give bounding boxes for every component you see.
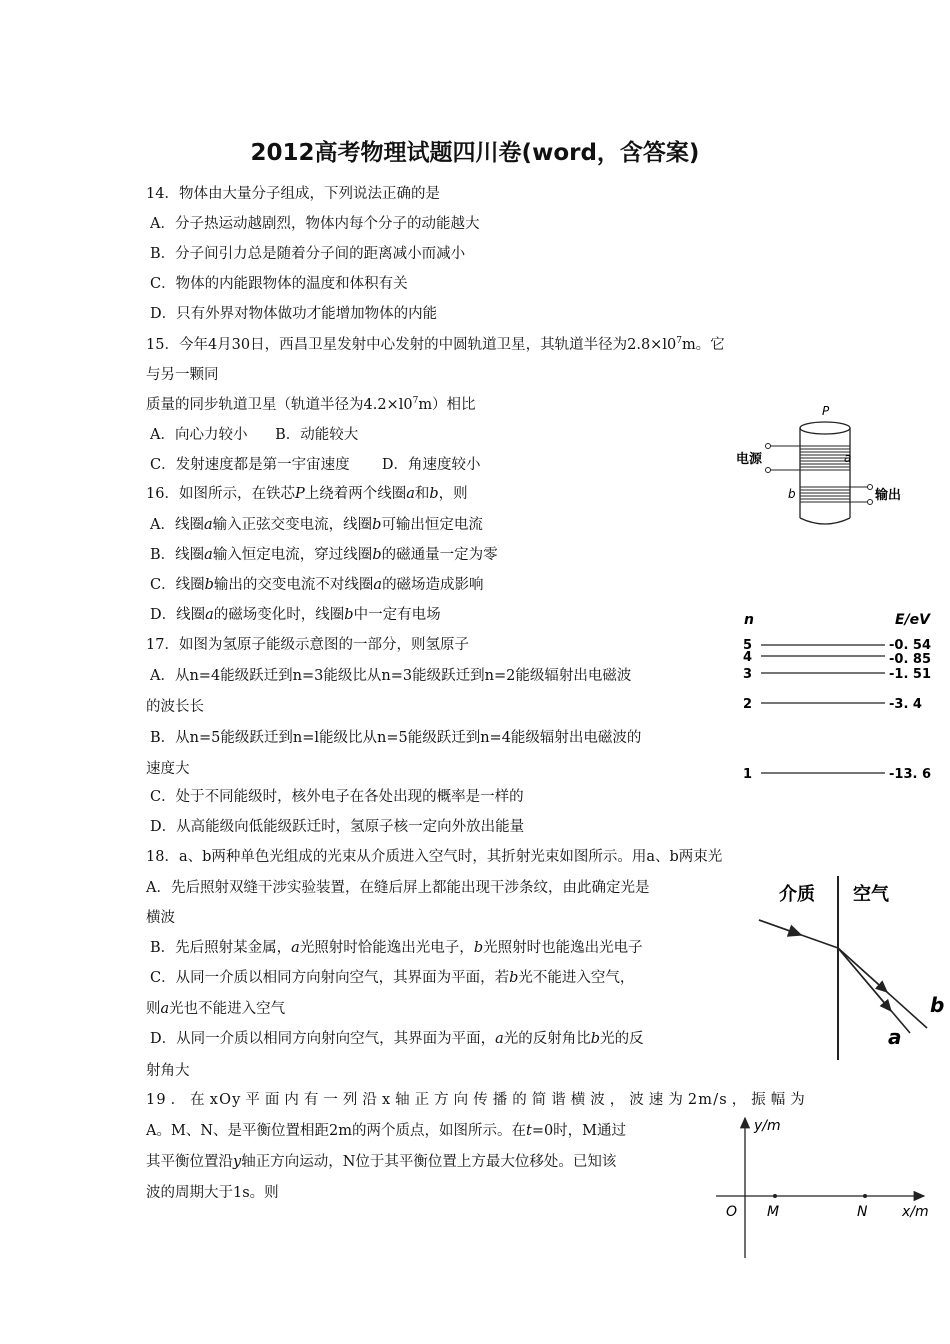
q16-stem-a: 16．如图所示，在铁芯	[146, 486, 295, 502]
q16-c1: C．线圈	[150, 577, 205, 593]
q18-d3: 光的反	[600, 1031, 644, 1047]
q15-options-cd: C．发射速度都是第一宇宙速度 D．角速度较小	[150, 457, 481, 473]
q17-option-c: C．处于不同能级时，核外电子在各处出现的概率是一样的	[150, 789, 524, 805]
q18-option-c-line1	[150, 969, 634, 987]
coil-a	[800, 446, 850, 470]
q14-option-d: D．只有外界对物体做功才能增加物体的内能	[150, 306, 438, 322]
q17-option-d: D．从高能级向低能级跃迁时，氢原子核一定向外放出能量	[150, 819, 525, 835]
q17-option-a-line1: A．从n=4能级跃迁到n=3能级比从n=3能级跃迁到n=2能级辐射出电磁波	[150, 668, 632, 684]
q16-b-var: b	[204, 577, 214, 593]
label-output: 输出	[875, 488, 902, 503]
q16-stem	[146, 485, 468, 503]
q18-c-line2-b: 光也不能进入空气	[169, 1001, 286, 1017]
q18-option-c-line2	[146, 1000, 285, 1018]
q16-c2: 输出的交变电流不对线圈	[213, 577, 374, 593]
label-source: 电源	[736, 452, 763, 467]
q16-a2: 输入正弦交变电流，线圈	[212, 517, 373, 533]
q16-b1: B．线圈	[150, 547, 205, 563]
q15-stem3-unit: m）相比	[418, 397, 476, 413]
label-a: a	[888, 1025, 902, 1049]
core-top	[800, 422, 850, 434]
q18-d1: D．从同一介质以相同方向射向空气，其界面为平面，	[150, 1031, 496, 1047]
point-m	[773, 1194, 777, 1198]
q18-option-d-line2: 射角大	[146, 1063, 190, 1079]
q17-option-a-line2: 的波长长	[146, 699, 204, 715]
q18-option-a-line2: 横波	[146, 910, 175, 926]
q16-stem-b: 上绕着两个线圈	[304, 486, 407, 502]
refraction-figure	[745, 870, 945, 1065]
energy-level-figure	[735, 604, 945, 789]
label-m: M	[767, 1204, 780, 1220]
q16-a1: A．线圈	[150, 517, 204, 533]
label-x-axis: x/m	[902, 1204, 929, 1220]
level-2-e: -3. 4	[889, 697, 922, 712]
terminal-source-1	[766, 444, 771, 449]
q18-option-a-line1: A．先后照射双缝干涉实验装置，在缝后屏上都能出现干涉条纹，由此确定光是	[146, 880, 650, 896]
terminal-source-2	[766, 468, 771, 473]
ray-b-arrow	[838, 948, 887, 992]
q16-option-b	[150, 546, 498, 564]
q15-exponent-2: 7	[412, 396, 419, 407]
page-title: 2012高考物理试题四川卷(word，含答案)	[250, 140, 700, 166]
q19-y: y	[233, 1154, 242, 1170]
q15-stem-line2: 与另一颗同	[146, 367, 219, 383]
q18-c-b: b	[509, 970, 519, 986]
q16-b-var: b	[344, 607, 354, 623]
q17-option-b-line1: B．从n=5能级跃迁到n=l能级比从n=5能级跃迁到n=4能级辐射出电磁波的	[150, 730, 642, 746]
level-3-e: -1. 51	[889, 667, 931, 682]
q19-line2-b: =0时，M通过	[531, 1123, 627, 1139]
q18-d-b: b	[590, 1031, 601, 1047]
q19-line3	[146, 1153, 616, 1171]
q18-d-a: a	[495, 1031, 504, 1047]
q16-b2: 输入恒定电流，穿过线圈	[212, 547, 373, 563]
q18-c-line2-a: 则	[146, 1001, 161, 1017]
q18-c-a: a	[160, 1001, 170, 1017]
label-y-axis: y/m	[754, 1118, 781, 1134]
level-1-n: 1	[743, 767, 753, 782]
level-5-n: 5	[743, 638, 753, 653]
coil-label-a: a	[844, 451, 852, 465]
ray-a-arrow	[838, 948, 891, 1011]
q19-line2	[146, 1122, 626, 1140]
label-energy: E/eV	[895, 612, 931, 628]
q18-b3: 光照射时也能逸出光电子	[483, 940, 643, 956]
q14-option-c: C．物体的内能跟物体的温度和体积有关	[150, 276, 408, 292]
q17-option-b-line2: 速度大	[146, 761, 190, 777]
coil-b	[800, 487, 850, 502]
q18-b-a: a	[291, 940, 300, 956]
q18-b1: B．先后照射某金属，	[150, 940, 292, 956]
q19-line3-b: 轴正方向运动，N位于其平衡位置上方最大位移处。已知该	[241, 1154, 617, 1170]
q18-b2: 光照射时恰能逸出光电子，	[299, 940, 474, 956]
label-origin: O	[726, 1204, 738, 1220]
level-2-n: 2	[743, 697, 753, 712]
q19-line2-a: A。M、N、是平衡位置相距2m的两个质点，如图所示。在	[146, 1123, 526, 1139]
q14-stem: 14．物体由大量分子组成，下列说法正确的是	[146, 186, 440, 202]
q16-a3: 可输出恒定电流	[381, 517, 483, 533]
q19-line3-a: 其平衡位置沿	[146, 1154, 233, 1170]
q16-b-var: b	[372, 547, 382, 563]
level-4-e: -0. 85	[889, 652, 931, 667]
q19-t: t	[525, 1123, 532, 1139]
q15-stem-line1	[146, 336, 725, 354]
q17-stem: 17．如图为氢原子能级示意图的一部分，则氢原子	[146, 637, 469, 653]
q16-option-a	[150, 516, 483, 534]
q18-c2: 光不能进入空气，	[518, 970, 635, 986]
terminal-output-1	[868, 485, 873, 490]
level-3-n: 3	[743, 667, 753, 682]
q15-stem-unit: m。它	[681, 337, 725, 353]
q16-stem-c: ，则	[438, 486, 468, 502]
q16-d2: 的磁场变化时，线圈	[213, 607, 345, 623]
q19-line4: 波的周期大于1s。则	[146, 1185, 279, 1201]
level-1-e: -13. 6	[889, 767, 931, 782]
coil-label-p: P	[822, 404, 830, 418]
q16-option-d	[150, 606, 441, 624]
coil-figure	[730, 402, 920, 542]
point-n	[863, 1194, 867, 1198]
q15-stem-line3	[146, 396, 476, 414]
q16-a: a	[406, 486, 415, 502]
q16-b: b	[429, 486, 439, 502]
q18-c1: C．从同一介质以相同方向射向空气，其界面为平面，若	[150, 970, 510, 986]
q19-line1: 19．在xOy平面内有一列沿x轴正方向传播的简谐横波，波速为2m/s，振幅为	[146, 1092, 806, 1108]
q16-d3: 中一定有电场	[353, 607, 441, 623]
q14-option-a: A．分子热运动越剧烈，物体内每个分子的动能越大	[150, 216, 480, 232]
q16-d1: D．线圈	[150, 607, 206, 623]
q14-option-b: B．分子间引力总是随着分子间的距离减小而减小	[150, 246, 466, 262]
coil-label-b: b	[788, 487, 796, 501]
q16-c3: 的磁场造成影响	[382, 577, 484, 593]
q16-a-var: a	[204, 547, 213, 563]
q16-b-var: b	[372, 517, 382, 533]
label-medium: 介质	[779, 884, 815, 905]
q18-option-b	[150, 939, 643, 957]
terminal-output-2	[868, 500, 873, 505]
q16-a-var: a	[203, 517, 213, 533]
incident-arrow	[759, 920, 801, 935]
q16-option-c	[150, 576, 484, 594]
q16-a-var: a	[205, 607, 214, 623]
q15-exponent: 7	[676, 336, 682, 347]
q18-stem: 18．a、b两种单色光组成的光束从介质进入空气时，其折射光束如图所示。用a、b两束光	[146, 849, 723, 865]
q15-stem3-text: 质量的同步轨道卫星（轨道半径为4.2×l0	[146, 397, 413, 413]
level-5-e: -0. 54	[889, 638, 931, 653]
q18-b-b: b	[473, 940, 484, 956]
wave-axes-figure	[712, 1112, 942, 1262]
q16-he: 和	[414, 486, 430, 502]
label-air: 空气	[853, 884, 889, 905]
q15-options-ab: A．向心力较小 B．动能较大	[150, 427, 359, 443]
q16-b3: 的磁通量一定为零	[381, 547, 498, 563]
q16-a-var: a	[373, 577, 383, 593]
q15-stem-text: 15．今年4月30日，西昌卫星发射中心发射的中圆轨道卫星，其轨道半径为2.8×l0	[146, 337, 677, 353]
label-b: b	[930, 993, 945, 1017]
q18-option-d-line1	[150, 1030, 644, 1048]
label-n: N	[857, 1204, 868, 1220]
core-bottom	[800, 518, 850, 524]
q16-p: P	[294, 486, 305, 502]
q18-d2: 光的反射角比	[503, 1031, 591, 1047]
level-4-n: 4	[743, 650, 753, 665]
label-n: n	[744, 612, 754, 628]
